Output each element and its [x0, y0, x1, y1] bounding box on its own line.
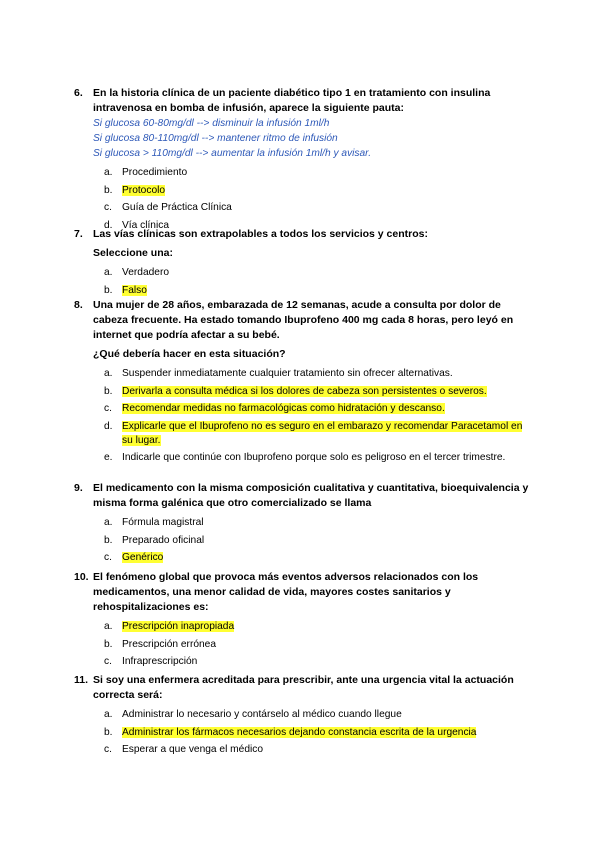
question-text: Una mujer de 28 años, embarazada de 12 semanas, acude a consulta por dolor de cabeza frecuente. Ha estado tomando Ibuprofeno 400 mg cada 8 horas, pero leyó en internet que podría afectar a su bebé.: [93, 299, 514, 341]
option-a: a. Suspender inmediatamente cualquier tratamiento sin ofrecer alternativas.: [104, 368, 453, 379]
question-text: El fenómeno global que provoca más eventos adversos relacionados con los medicamentos, una menor calidad de vida, mayores costes sanitarios y rehospitalizaciones es:: [93, 571, 479, 613]
option-text: Verdadero: [122, 267, 170, 278]
option-text: Genérico: [122, 552, 164, 563]
option-text: Procedimiento: [122, 167, 188, 178]
options-list: [74, 367, 529, 465]
option-c: c. Guía de Práctica Clínica: [104, 202, 232, 213]
pauta-line-3: Si glucosa > 110mg/dl --> aumentar la infusión 1ml/h y avisar.: [93, 148, 372, 159]
option-text: Administrar lo necesario y contárselo al médico cuando llegue: [122, 709, 402, 720]
option-c: c. Esperar a que venga el médico: [104, 744, 264, 755]
question-11: [74, 673, 529, 761]
option-b-highlighted: b. Derivarla a consulta médica si los dolores de cabeza son persistentes o severos.: [104, 385, 487, 397]
option-b-highlighted: b. Protocolo: [104, 184, 166, 196]
question-subprompt: Seleccione una:: [93, 247, 173, 259]
option-text: Administrar los fármacos necesarios dejando constancia escrita de la urgencia: [122, 726, 477, 738]
options-list: [74, 708, 529, 757]
option-text: Suspender inmediatamente cualquier tratamiento sin ofrecer alternativas.: [122, 368, 453, 379]
options-list: [74, 620, 529, 669]
option-text: Preparado oficinal: [122, 534, 205, 546]
option-text: Explicarle que el Ibuprofeno no es seguro en el embarazo y recomendar Paracetamol en su lugar.: [122, 420, 523, 446]
option-text: Infraprescripción: [122, 656, 198, 667]
question-text: El medicamento con la misma composición cualitativa y cuantitativa, bioequivalencia y misma forma galénica que otro comercializado se llama: [93, 482, 529, 509]
question-8: [74, 298, 529, 469]
option-c-highlighted: c. Genérico: [104, 552, 164, 563]
pauta-line-1: Si glucosa 60-80mg/dl --> disminuir la infusión 1ml/h: [93, 118, 330, 129]
question-subprompt: ¿Qué debería hacer en esta situación?: [93, 348, 286, 360]
option-text: Vía clínica: [122, 219, 169, 231]
option-text: Esperar a que venga el médico: [122, 744, 264, 755]
options-list: [74, 516, 529, 565]
question-text: Si soy una enfermera acreditada para prescribir, ante una urgencia vital la actuación correcta será:: [93, 674, 514, 701]
option-b-highlighted: b. Administrar los fármacos necesarios dejando constancia escrita de la urgencia: [104, 726, 477, 738]
question-number: 11.: [74, 674, 89, 686]
question-number: 7.: [74, 228, 83, 240]
option-text: Derivarla a consulta médica si los dolores de cabeza son persistentes o severos.: [122, 385, 487, 397]
question-7: [74, 227, 529, 301]
option-text: Fórmula magistral: [122, 517, 204, 528]
question-number: 9.: [74, 482, 83, 494]
question-text: En la historia clínica de un paciente diabético tipo 1 en tratamiento con insulina intravenosa en bomba de infusión, aparece la siguiente pauta:: [93, 87, 491, 114]
option-a: a. Fórmula magistral: [104, 517, 204, 528]
option-e: e. Indicarle que continúe con Ibuprofeno porque solo es peligroso en el tercer trimestre.: [104, 452, 506, 463]
option-text: Prescripción errónea: [122, 638, 216, 650]
option-text: Protocolo: [122, 184, 166, 196]
option-d: d. Vía clínica: [104, 219, 169, 231]
option-c-highlighted: c. Recomendar medidas no farmacológicas como hidratación y descanso.: [104, 403, 445, 414]
option-b-highlighted: b. Falso: [104, 284, 147, 296]
option-text: Falso: [122, 284, 147, 296]
option-b: b. Prescripción errónea: [104, 638, 216, 650]
option-b: b. Preparado oficinal: [104, 534, 205, 546]
question-10: [74, 570, 529, 673]
option-d-highlighted: d. Explicarle que el Ibuprofeno no es seguro en el embarazo y recomendar Paracetamol en su lugar.: [104, 420, 523, 446]
question-number: 8.: [74, 299, 83, 311]
options-list: [74, 266, 529, 298]
question-9: [74, 481, 529, 569]
question-text: Las vías clínicas son extrapolables a todos los servicios y centros:: [93, 228, 428, 240]
pauta-line-2: Si glucosa 80-110mg/dl --> mantener ritmo de infusión: [93, 133, 338, 144]
option-c: c. Infraprescripción: [104, 656, 198, 667]
options-list: [74, 166, 529, 233]
question-number: 10.: [74, 571, 89, 583]
question-6: [74, 86, 529, 236]
option-a: a. Procedimiento: [104, 167, 188, 178]
option-a-highlighted: a. Prescripción inapropiada: [104, 621, 235, 632]
option-text: Recomendar medidas no farmacológicas como hidratación y descanso.: [122, 403, 445, 414]
option-text: Indicarle que continúe con Ibuprofeno porque solo es peligroso en el tercer trimestre.: [122, 452, 506, 463]
option-a: a. Administrar lo necesario y contárselo al médico cuando llegue: [104, 709, 402, 720]
option-text: Guía de Práctica Clínica: [122, 202, 232, 213]
option-text: Prescripción inapropiada: [122, 621, 235, 632]
question-number: 6.: [74, 87, 83, 99]
option-a: a. Verdadero: [104, 267, 170, 278]
